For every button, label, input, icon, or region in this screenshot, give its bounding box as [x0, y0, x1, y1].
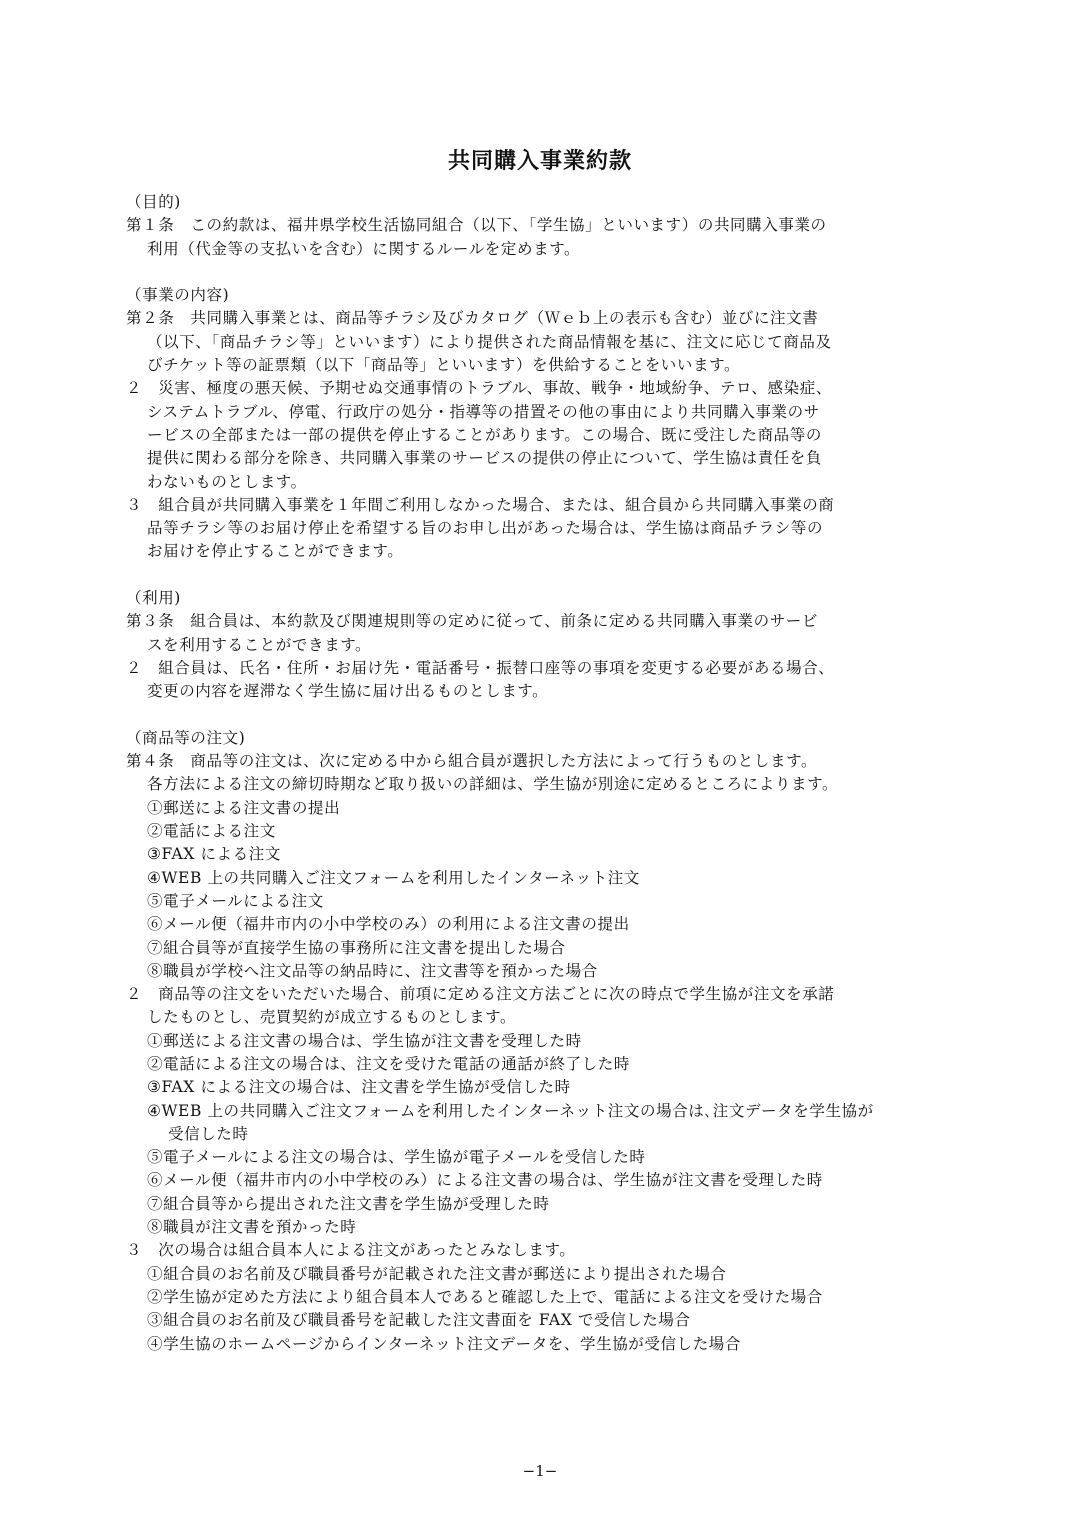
article-heading: （目的) [126, 193, 181, 211]
text-line: 利用（代金等の支払いを含む）に関するルールを定めます。 [147, 239, 581, 258]
text-line: ③FAX による注文の場合は、注文書を学生協が受信した時 [147, 1078, 571, 1097]
text-line: ⑤電子メールによる注文の場合は、学生協が電子メールを受信した時 [147, 1148, 646, 1167]
text-line: （以下、｢商品チラシ等」といいます）により提供された商品情報を基に、注文に応じて商品及 [147, 332, 832, 351]
article-heading: （利用) [126, 589, 181, 608]
text-line: 第２条 共同購入事業とは、商品等チラシ及びカタログ（Ｗｅｂ上の表示も含む）並びに注文書 [126, 309, 819, 328]
text-line: びチケット等の証票類（以下「商品等」といいます）を供給することをいいます。 [147, 356, 741, 375]
text-line: ④WEB 上の共同購入ご注文フォームを利用したインターネット注文 [147, 868, 640, 887]
text-line: ⑥メール便（福井市内の小中学校のみ）による注文書の場合は、学生協が注文書を受理した時 [147, 1171, 823, 1190]
article-heading: （商品等の注文) [126, 728, 246, 747]
text-line: ３ 次の場合は組合員本人による注文があったとみなします。 [126, 1241, 576, 1260]
text-line: ⑥メール便（福井市内の小中学校のみ）の利用による注文書の提出 [147, 915, 630, 934]
text-line: ービスの全部または一部の提供を停止することがあります。この場合、既に受注した商品等の [147, 425, 822, 444]
text-line: お届けを停止することができます。 [147, 542, 404, 561]
document-body [0, 191, 1080, 1356]
text-line: スを利用することができます。 [147, 635, 372, 654]
text-line: 第１条 この約款は、福井県学校生活協同組合（以下、｢学生協」といいます）の共同購入事業の [126, 216, 827, 235]
text-line: ⑦組合員等から提出された注文書を学生協が受理した時 [147, 1194, 550, 1213]
text-line: ２ 災害、極度の悪天候、予期せぬ交通事情のトラブル、事故、戦争・地域紛争、テロ、感染症、 [126, 379, 832, 398]
text-line: ①郵送による注文書の提出 [147, 798, 341, 817]
text-line: 変更の内容を遅滞なく学生協に届け出るものとします。 [147, 682, 549, 701]
text-line: ③組合員のお名前及び職員番号を記載した注文書面を FAX で受信した場合 [147, 1311, 691, 1330]
text-line: ①郵送による注文書の場合は、学生協が注文書を受理した時 [147, 1031, 582, 1050]
text-line: ２ 商品等の注文をいただいた場合、前項に定める注文方法ごとに次の時点で学生協が注文を承諾 [126, 985, 835, 1004]
text-line: 品等チラシ等のお届け停止を希望する旨のお申し出があった場合は、学生協は商品チラシ等の [147, 519, 824, 538]
text-line: ⑦組合員等が直接学生協の事務所に注文書を提出した場合 [147, 938, 566, 957]
page-number: −1− [522, 1462, 558, 1480]
blank-line [0, 704, 1080, 727]
document-title: 共同購入事業約款 [447, 149, 632, 174]
text-line: ２ 組合員は、氏名・住所・お届け先・電話番号・振替口座等の事項を変更する必要がある場合、 [126, 658, 835, 677]
text-line: したものとし、売買契約が成立するものとします。 [147, 1008, 517, 1027]
text-line: ④WEB 上の共同購入ご注文フォームを利用したインターネット注文の場合は､注文データを学生協が [147, 1101, 874, 1120]
text-line: わないものとします。 [147, 472, 307, 491]
text-line: ②電話による注文 [147, 822, 276, 841]
text-line: 提供に関わる部分を除き、共同購入事業のサービスの提供の停止について、学生協は責任を負 [147, 449, 822, 468]
text-line: 第３条 組合員は、本約款及び関連規則等の定めに従って、前条に定める共同購入事業のサービ [126, 612, 818, 631]
article-heading: （事業の内容) [126, 286, 230, 305]
text-line: ３ 組合員が共同購入事業を１年間ご利用しなかった場合、または、組合員から共同購入事業の商 [126, 495, 835, 514]
text-line: ①組合員のお名前及び職員番号が記載された注文書が郵送により提出された場合 [147, 1264, 727, 1283]
text-line: ⑤電子メールによる注文 [147, 891, 324, 910]
text-line: ②学生協が定めた方法により組合員本人であると確認した上で、電話による注文を受けた場合 [147, 1287, 823, 1306]
text-line: ④学生協のホームページからインターネット注文データを、学生協が受信した場合 [147, 1334, 741, 1353]
text-line: 第４条 商品等の注文は、次に定める中から組合員が選択した方法によって行うものとします。 [126, 752, 818, 771]
text-line: 各方法による注文の締切時期など取り扱いの詳細は、学生協が別途に定めるところによります。 [147, 775, 839, 794]
text-line: ②電話による注文の場合は、注文を受けた電話の通話が終了した時 [147, 1054, 631, 1073]
text-line: ⑧職員が注文書を預かった時 [147, 1218, 357, 1237]
text-line: ⑧職員が学校へ注文品等の納品時に、注文書等を預かった場合 [147, 961, 598, 980]
blank-line [0, 261, 1080, 284]
blank-line [0, 564, 1080, 587]
text-line: ③FAX による注文 [147, 845, 281, 864]
text-line: システムトラブル、停電、行政庁の処分・指導等の措置その他の事由により共同購入事業のサ [147, 402, 820, 421]
text-line: 受信した時 [168, 1124, 249, 1143]
